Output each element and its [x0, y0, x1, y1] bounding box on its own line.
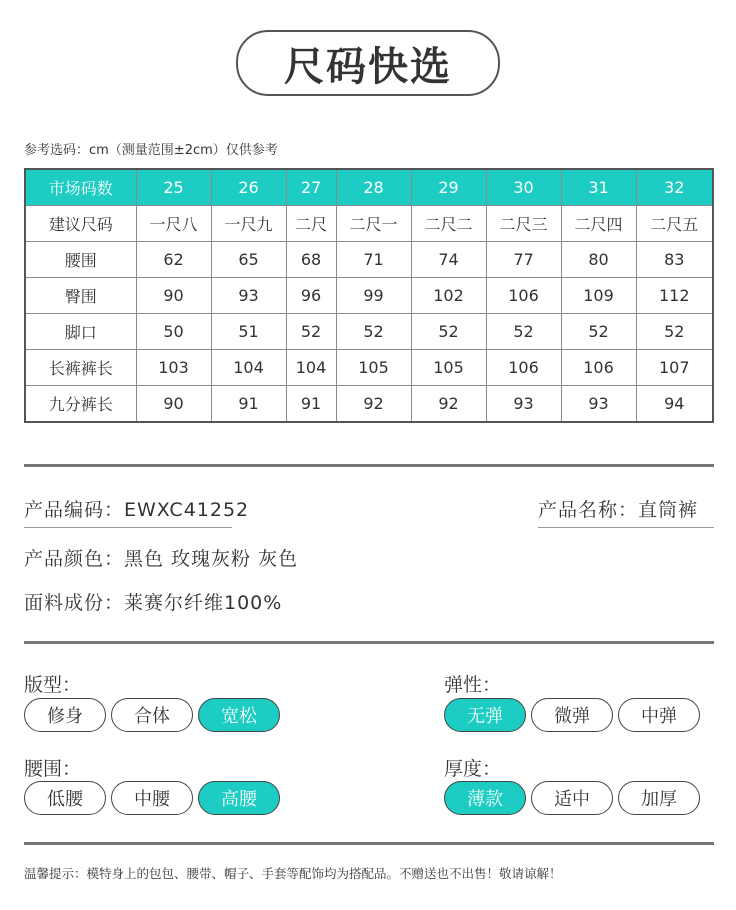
table-cell: 74: [411, 241, 486, 277]
table-cell: 一尺八: [136, 205, 211, 241]
table-cell: 93: [211, 277, 286, 313]
reference-note: 参考选码：cm（测量范围±2cm）仅供参考: [24, 143, 278, 158]
waist-option-high[interactable]: 高腰: [198, 781, 280, 815]
table-header-size: 29: [411, 170, 486, 205]
page-title: 尺码快选: [236, 30, 500, 96]
table-cell: 92: [411, 386, 486, 421]
table-cell: 62: [136, 241, 211, 277]
table-cell: 102: [411, 277, 486, 313]
table-cell: 68: [286, 241, 336, 277]
table-cell: 83: [636, 241, 712, 277]
thickness-option-thin[interactable]: 薄款: [444, 781, 526, 815]
waist-option-low[interactable]: 低腰: [24, 781, 106, 815]
table-cell: 一尺九: [211, 205, 286, 241]
table-cell: 52: [561, 314, 636, 350]
table-cell: 90: [136, 277, 211, 313]
table-header-size: 30: [486, 170, 561, 205]
table-cell: 65: [211, 241, 286, 277]
divider: [24, 464, 714, 467]
table-cell: 93: [486, 386, 561, 421]
product-fabric: 面料成份：莱赛尔纤维100%: [24, 592, 283, 614]
table-cell: 99: [336, 277, 411, 313]
table-header-size: 26: [211, 170, 286, 205]
table-header-size: 32: [636, 170, 712, 205]
fit-label: 版型：: [24, 674, 82, 696]
table-cell: 107: [636, 350, 712, 386]
product-colors: 产品颜色：黑色 玫瑰灰粉 灰色: [24, 548, 299, 570]
table-cell: 94: [636, 386, 712, 421]
table-row: [26, 241, 712, 277]
table-cell: 104: [211, 350, 286, 386]
table-header-size: 31: [561, 170, 636, 205]
warm-tip: 温馨提示：模特身上的包包、腰带、帽子、手套等配饰均为搭配品。不赠送也不出售！敬请谅解！: [24, 866, 562, 881]
table-cell: 105: [411, 350, 486, 386]
table-cell: 52: [336, 314, 411, 350]
table-cell: 109: [561, 277, 636, 313]
table-header-size: 25: [136, 170, 211, 205]
table-row-label: 长裤裤长: [26, 350, 136, 386]
product-code: 产品编码：EWXC41252: [24, 499, 250, 521]
table-cell: 52: [286, 314, 336, 350]
table-row: [26, 386, 712, 421]
table-cell: 91: [286, 386, 336, 421]
table-cell: 103: [136, 350, 211, 386]
thickness-option-medium[interactable]: 适中: [531, 781, 613, 815]
elasticity-label: 弹性：: [444, 674, 502, 696]
table-cell: 92: [336, 386, 411, 421]
table-row: [26, 277, 712, 313]
elasticity-option-none[interactable]: 无弹: [444, 698, 526, 732]
table-cell: 二尺五: [636, 205, 712, 241]
table-row-label: 腰围: [26, 241, 136, 277]
divider: [24, 641, 714, 644]
table-cell: 112: [636, 277, 712, 313]
table-cell: 二尺四: [561, 205, 636, 241]
elasticity-option-slight[interactable]: 微弹: [531, 698, 613, 732]
table-row-label: 建议尺码: [26, 205, 136, 241]
table-cell: 104: [286, 350, 336, 386]
waist-label: 腰围：: [24, 758, 82, 780]
table-cell: 52: [486, 314, 561, 350]
table-cell: 71: [336, 241, 411, 277]
table-row: [26, 205, 712, 241]
fit-option-slim[interactable]: 修身: [24, 698, 106, 732]
thickness-label: 厚度：: [444, 758, 502, 780]
table-cell: 52: [411, 314, 486, 350]
table-cell: 106: [486, 350, 561, 386]
table-row-label: 臀围: [26, 277, 136, 313]
table-cell: 106: [561, 350, 636, 386]
table-cell: 二尺: [286, 205, 336, 241]
table-row: [26, 314, 712, 350]
table-cell: 96: [286, 277, 336, 313]
product-name: 产品名称：直筒裤: [538, 499, 699, 521]
divider: [24, 842, 714, 845]
waist-option-mid[interactable]: 中腰: [111, 781, 193, 815]
product-code-underline: [24, 527, 232, 528]
table-row-label: 脚口: [26, 314, 136, 350]
table-cell: 106: [486, 277, 561, 313]
table-header-size: 27: [286, 170, 336, 205]
table-cell: 二尺三: [486, 205, 561, 241]
table-header-size: 28: [336, 170, 411, 205]
table-cell: 93: [561, 386, 636, 421]
table-cell: 二尺二: [411, 205, 486, 241]
table-cell: 90: [136, 386, 211, 421]
fit-option-loose[interactable]: 宽松: [198, 698, 280, 732]
table-cell: 77: [486, 241, 561, 277]
table-row: [26, 350, 712, 386]
table-header-label: 市场码数: [26, 170, 136, 205]
table-cell: 105: [336, 350, 411, 386]
table-header-row: [26, 170, 712, 205]
table-cell: 50: [136, 314, 211, 350]
table-cell: 二尺一: [336, 205, 411, 241]
table-cell: 52: [636, 314, 712, 350]
fit-option-regular[interactable]: 合体: [111, 698, 193, 732]
elasticity-option-medium[interactable]: 中弹: [618, 698, 700, 732]
table-cell: 91: [211, 386, 286, 421]
table-cell: 51: [211, 314, 286, 350]
thickness-option-thick[interactable]: 加厚: [618, 781, 700, 815]
size-table: [24, 168, 714, 423]
table-cell: 80: [561, 241, 636, 277]
product-name-underline: [538, 527, 714, 528]
table-row-label: 九分裤长: [26, 386, 136, 421]
